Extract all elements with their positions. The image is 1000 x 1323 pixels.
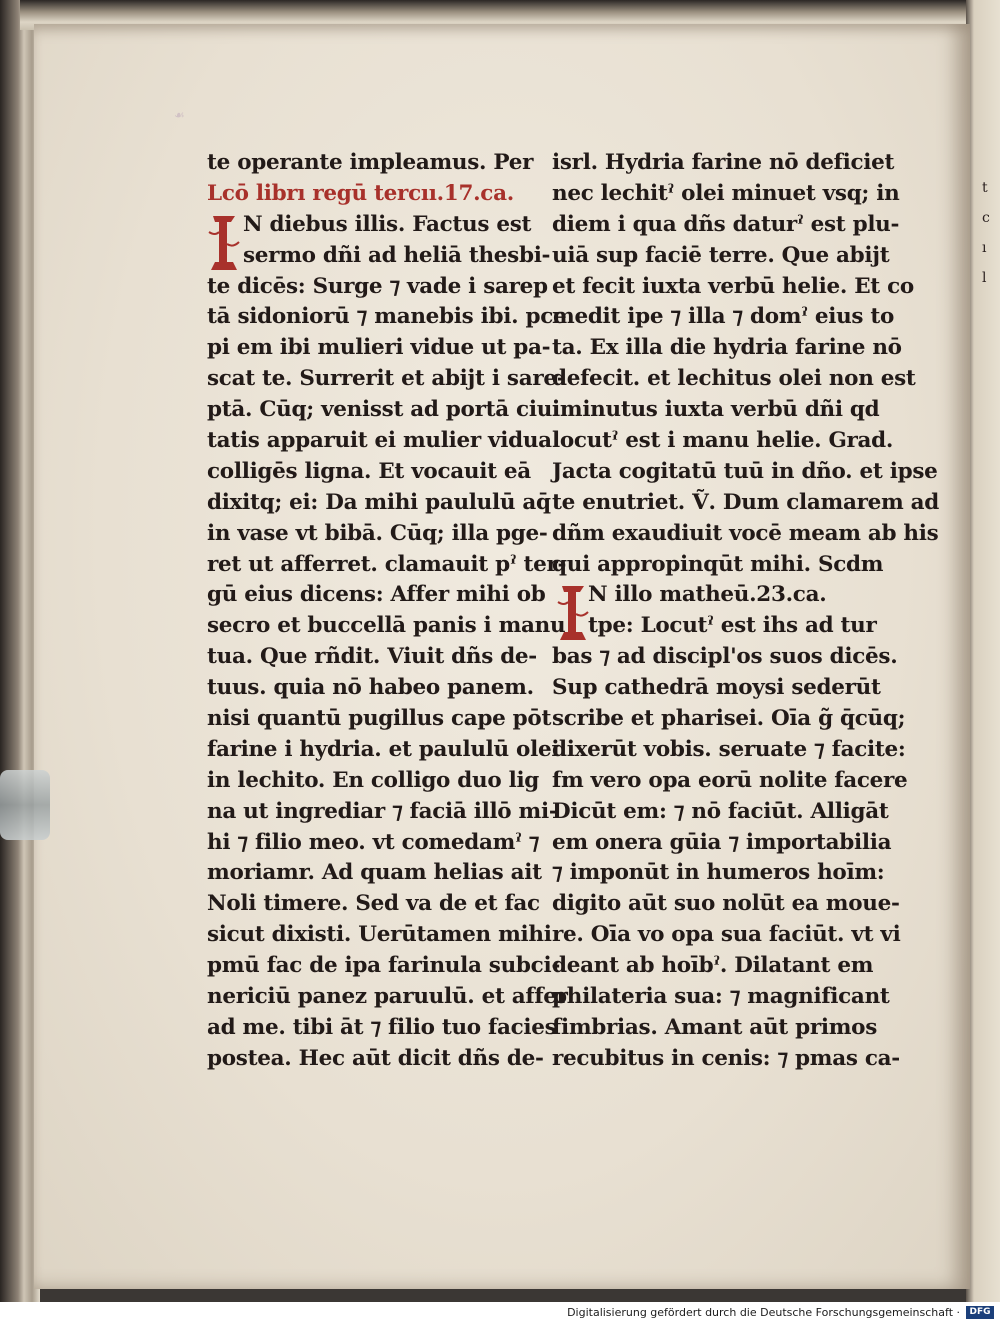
faded-library-stamp: ☙ [174,108,185,122]
text-line: sermo dñi ad heliā thesbi- [243,242,551,268]
text-line: uiā sup faciē terre. Que abijt [552,242,890,268]
text-line: fm vero opa eorū nolite facere [552,767,908,793]
funding-credit: Digitalisierung gefördert durch die Deutsche Forschungsgemeinschaft · [567,1306,960,1319]
text-line: in vase vt bibā. Cūq; illa pge- [207,520,548,546]
text-line: gū eius dicens: Affer mihi ob [207,582,546,608]
text-line: Noli timere. Sed va de et fac [207,891,540,917]
text-line: ret ut afferret. clamauit pˀ ter- [207,551,567,577]
text-line: bas ⁊ ad discipl'os suos dicēs. [552,644,898,670]
text-line: tatis apparuit ei mulier vidua [207,428,552,454]
text-line: philateria sua: ⁊ magnificant [552,984,890,1010]
text-line: tpe: Locutˀ est ihs ad tur [588,613,877,639]
text-line: re. Oīa vo opa sua faciūt. vt vi [552,922,901,948]
text-line: postea. Hec aūt dicit dñs de- [207,1045,544,1071]
text-line: ta. Ex illa die hydria farine nō [552,335,902,361]
text-line: locutˀ est i manu helie. Grad. [552,428,894,454]
text-line: dixerūt vobis. seruate ⁊ facite: [552,736,906,762]
text-line: nisi quantū pugillus cape pōt [207,706,552,732]
text-line: iminutus iuxta verbū dñi qd [552,397,880,423]
text-line: N illo matheū.23.ca. [588,582,827,608]
text-line: ⁊ imponūt in humeros hoīm: [552,860,885,886]
page-clip [0,770,50,840]
text-line: te dicēs: Surge ⁊ vade i sarep [207,273,548,299]
right-text-column [552,148,939,1075]
text-line: qui appropinqūt mihi. Scdm [552,551,884,577]
decorated-initial-i [556,582,590,650]
text-line: deant ab hoībˀ. Dilatant em [552,953,874,979]
text-line: fimbrias. Amant aūt primos [552,1014,878,1040]
text-line: te enutriet. Ṽ. Dum clamarem ad [552,489,939,515]
left-text-column [207,148,568,1075]
text-line: scat te. Surrerit et abijt i sare- [207,366,566,392]
text-line: em onera gūia ⁊ importabilia [552,829,892,855]
text-line: medit ipe ⁊ illa ⁊ domˀ eius to [552,304,895,330]
text-line: dixitq; ei: Da mihi paululū aq̄ [207,489,551,515]
text-line: et fecit iuxta verbū helie. Et co [552,273,914,299]
text-line: Sup cathedrā moysi sederūt [552,675,881,701]
text-line: na ut ingrediar ⁊ faciā illō mi- [207,798,558,824]
text-line: scribe et pharisei. Oīa g̃ q̄cūq; [552,706,906,732]
text-line: Jacta cogitatū tuū in dño. et ipse [552,458,938,484]
text-line: hi ⁊ filio meo. vt comedamˀ ⁊ [207,829,540,855]
text-line: defecit. et lechitus olei non est [552,366,916,392]
adjacent-page-edge: t c ı l [966,0,1000,1302]
text-line: moriamr. Ad quam helias ait [207,860,542,886]
text-line: digito aūt suo nolūt ea moue- [552,891,900,917]
digitization-footer [0,1302,1000,1323]
text-line: colligēs ligna. Et vocauit eā [207,458,531,484]
text-line: nericiū panez paruulū. et affer [207,984,568,1010]
rubric-heading: Lcō librı regū tercıı.17.ca. [207,180,514,206]
text-line: sicut dixisti. Uerūtamen mihi [207,922,552,948]
text-line: tuus. quia nō habeo panem. [207,675,534,701]
text-line: in lechito. En colligo duo lig [207,767,540,793]
text-line: te operante impleamus. Per [207,150,534,175]
text-line: Dicūt em: ⁊ nō faciūt. Alligāt [552,798,889,824]
text-line: pi em ibi mulieri vidue ut pa- [207,335,551,361]
decorated-initial-i [207,212,241,280]
text-line: tā sidoniorū ⁊ manebis ibi. pce [207,304,567,330]
dfg-logo: DFG [966,1306,994,1319]
text-line: nec lechitˀ olei minuet vsq; in [552,180,900,206]
text-line: secro et buccellā panis i manu [207,613,566,639]
text-line: N diebus illis. Factus est [243,211,532,237]
text-line: tua. Que rñdit. Viuit dñs de- [207,644,537,670]
text-line: ptā. Cūq; venisst ad portā ciui [207,397,560,423]
text-line: ad me. tibi āt ⁊ filio tuo facies [207,1014,557,1040]
text-line: dñm exaudiuit vocē meam ab his [552,520,939,546]
text-line: pmū fac de ipa farinula subci- [207,953,560,979]
text-line: isrl. Hydria farine nō deficiet [552,150,895,175]
text-line: recubitus in cenis: ⁊ pmas ca- [552,1045,900,1071]
text-line: diem i qua dñs daturˀ est plu- [552,211,900,237]
text-line: farine i hydria. et paululū olei [207,736,560,762]
